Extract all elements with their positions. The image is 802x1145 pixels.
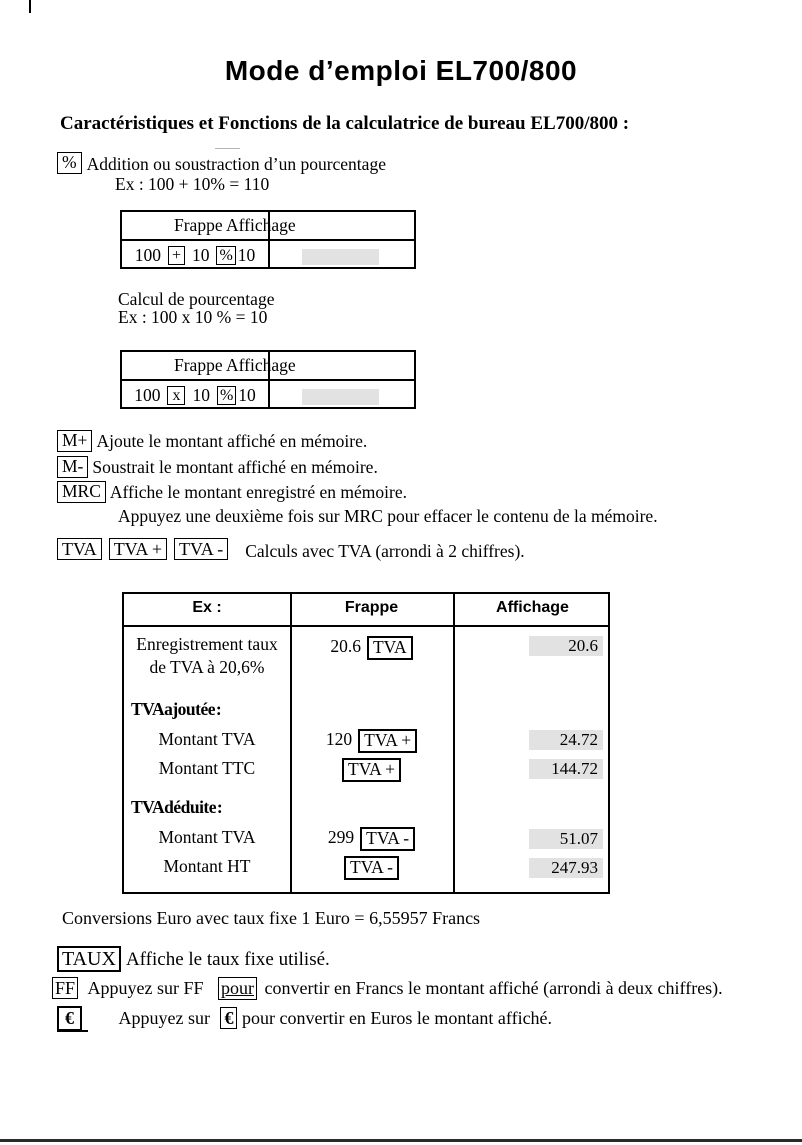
ff-text-after: convertir en Francs le montant affiché (arrondi à deux chiffres). [264, 978, 723, 998]
group-label-tva-deducted: TVA déduite : [131, 797, 223, 817]
column-header-affichage: Affichage [496, 599, 569, 616]
table-header: Frappe Affichage [174, 215, 296, 235]
mrc-note: Appuyez une deuxième fois sur MRC pour effacer le contenu de la mémoire. [118, 506, 658, 526]
plus-key: + [168, 246, 185, 266]
keystroke-row [122, 245, 268, 266]
add-percent-table [120, 210, 416, 269]
euro-intro: Conversions Euro avec taux fixe 1 Euro = 6,55957 Francs [62, 908, 481, 928]
mul-percent-table [120, 350, 416, 409]
keystroke-number: 20.6 [330, 636, 361, 656]
m-plus-description: Ajoute le montant affiché en mémoire. [96, 431, 368, 451]
tva-minus-key: TVA - [344, 856, 399, 880]
percent-description: Addition ou soustraction d’un pourcentage [86, 154, 386, 174]
tva-plus-key: TVA + [342, 758, 401, 782]
display-value: 51.07 [529, 829, 603, 849]
tva-keys-line [57, 538, 525, 562]
column-header-ex: Ex : [192, 599, 222, 616]
display-value: 20.6 [529, 636, 603, 656]
m-minus-line [57, 456, 378, 478]
percent-key: % [217, 386, 236, 406]
percent-key: % [216, 246, 235, 266]
display-value: 247.93 [529, 858, 603, 878]
percent-add-example: Ex : 100 + 10% = 110 [115, 174, 270, 194]
keystroke-result: 10 [237, 245, 256, 265]
operand: 10 [192, 385, 210, 405]
group-label-tva-added: TVA ajoutée : [131, 699, 222, 719]
keystroke-cell [290, 636, 453, 660]
tva-minus-key: TVA - [174, 538, 228, 560]
keystroke-number: 120 [325, 729, 353, 749]
euro-text-before: Appuyez sur [118, 1008, 210, 1028]
table-header-rule [122, 239, 414, 241]
table-header-rule [124, 625, 608, 627]
ff-key: FF [52, 977, 78, 999]
row-label: Montant TVA [158, 729, 256, 749]
operand: 100 [134, 385, 161, 405]
m-plus-key: M+ [57, 430, 92, 452]
tva-key: TVA [367, 636, 413, 660]
taux-description: Affiche le taux fixe utilisé. [125, 949, 330, 970]
page-bottom-rule [0, 1139, 802, 1142]
keystroke-result: 10 [238, 385, 256, 405]
tva-minus-key: TVA - [360, 827, 415, 851]
m-minus-key: M- [57, 456, 88, 478]
tva-example-table [122, 592, 610, 894]
row-label: Montant TTC [158, 758, 256, 778]
row-label: Montant TVA [158, 827, 256, 847]
euro-key-underline [57, 1030, 88, 1032]
table-header: Frappe Affichage [174, 355, 296, 375]
multiply-key: x [167, 386, 185, 406]
page-edge-tick [29, 0, 31, 13]
keystroke-row [122, 385, 268, 406]
taux-line [57, 946, 330, 972]
euro-inline-key: € [220, 1007, 237, 1029]
keystroke-cell [290, 856, 453, 880]
percent-mul-example: Ex : 100 x 10 % = 10 [118, 307, 268, 327]
euro-key-line [57, 1006, 552, 1031]
m-plus-line [57, 430, 367, 452]
table-column-divider [453, 594, 455, 892]
display-highlight [302, 249, 379, 265]
row-label: Montant HT [163, 856, 251, 876]
percent-definition-line [57, 152, 386, 175]
ff-boxed-word: pour [218, 977, 257, 1000]
m-minus-description: Soustrait le montant affiché en mémoire. [92, 457, 378, 477]
percent-key: % [57, 152, 82, 174]
section-heading: Caractéristiques et Fonctions de la calculatrice de bureau EL700/800 : [60, 113, 630, 134]
taux-key: TAUX [57, 946, 121, 972]
display-value: 24.72 [529, 730, 603, 750]
row-label: Enregistrement taux [136, 634, 278, 654]
keystroke-cell [290, 827, 453, 851]
ff-text-before: Appuyez sur FF [87, 978, 204, 998]
column-header-frappe: Frappe [344, 599, 399, 616]
scan-artifact-line [215, 148, 240, 149]
page-title: Mode d’emploi EL700/800 [224, 55, 578, 86]
euro-text-after: pour convertir en Euros le montant affiché. [241, 1008, 553, 1028]
tva-key: TVA [57, 538, 102, 560]
keystroke-number: 299 [327, 827, 355, 847]
row-label: de TVA à 20,6% [149, 657, 265, 677]
operand: 100 [134, 245, 161, 265]
display-highlight [302, 389, 379, 405]
keystroke-cell [290, 729, 453, 753]
euro-key: € [57, 1006, 82, 1031]
percent-calc-title: Calcul de pourcentage [118, 289, 275, 309]
tva-description: Calculs avec TVA (arrondi à 2 chiffres). [245, 541, 525, 561]
ff-line [52, 977, 723, 1000]
operand: 10 [191, 245, 210, 265]
mrc-description: Affiche le montant enregistré en mémoire. [109, 482, 407, 502]
keystroke-cell [290, 758, 453, 782]
table-header-rule [122, 379, 414, 381]
tva-plus-key: TVA + [109, 538, 167, 560]
mrc-line [57, 481, 407, 503]
tva-plus-key: TVA + [358, 729, 417, 753]
display-value: 144.72 [529, 759, 603, 779]
mrc-key: MRC [57, 481, 106, 503]
